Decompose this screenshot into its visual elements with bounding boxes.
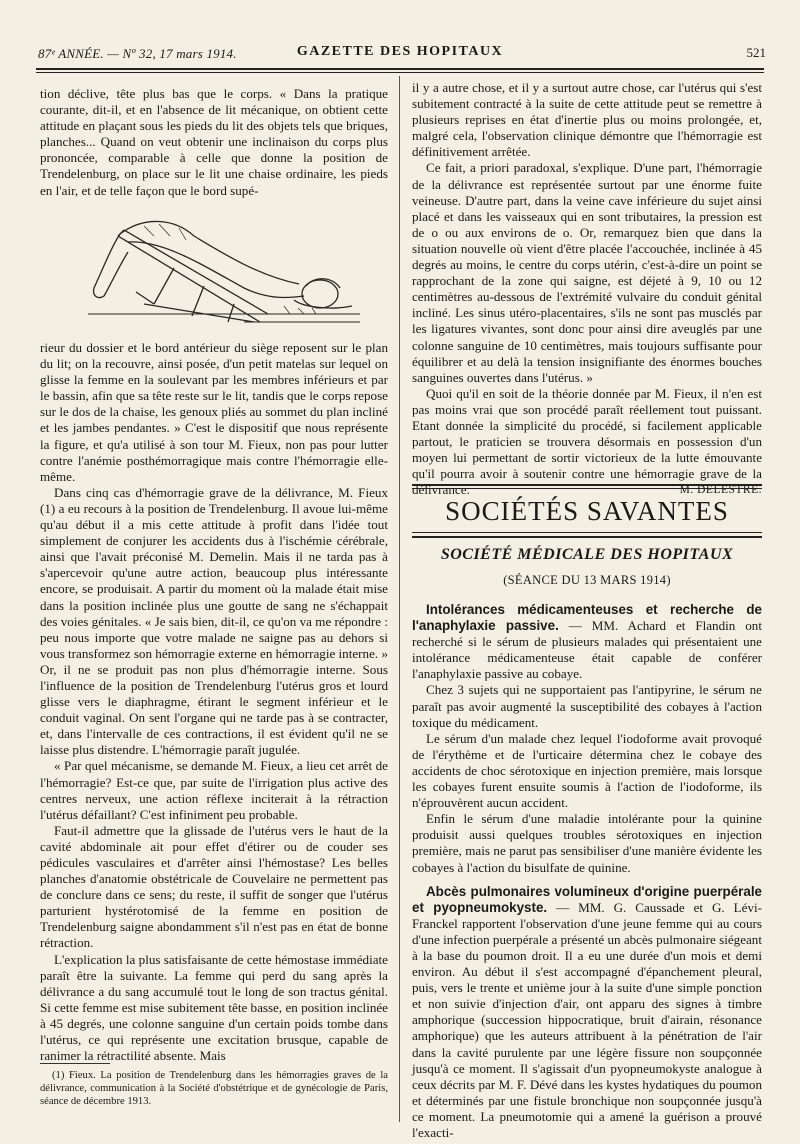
article-paragraph	[412, 602, 762, 682]
left-column-top	[40, 86, 388, 199]
footnote-rule	[40, 1063, 110, 1064]
paragraph: Ce fait, a priori paradoxal, s'explique. D'une part, l'hémorragie de la délivrance est représentée surtout par une énorme fuite veineuse. D'autre part, dans la veine cave inférieure du sujet ainsi placé et dans les vaisseaux qui en sont tributaires, la pression est de o ou aux environs de o. Or, remarquez bien que dans la situation nouvelle où vient d'être placée l'accouchée, inclinée à 45 degrés au moins, le centre du corps utérin, c'est-à-dire un point se rapprochant de la zone qui saigne, est déjeté à 9, 10 ou 12 centimètres au-dessous de l'extrémité vulvaire du conduit génital incliné. Les sinus utéro-placentaires, s'ils ne sont pas musclés par les ligatures vivantes, sont donc pour ainsi dire aveuglés par une colonne sanguine de 10 centimètres, mais toujours suffisante pour équilibrer et au delà la tension insignifiante des énormes bouches sanguines ouvertes dans l'utérus. »	[412, 160, 762, 385]
right-column-articles	[412, 602, 762, 1141]
article-paragraph	[412, 884, 762, 1142]
article-lead: — MM. G. Caussade et G. Lévi-Franckel rapportent l'observation d'une jeune femme qui au cours d'une infection puerpérale a présenté un abcès pulmonaire siégeant à la base du poumon droit. Il a eu une durée d'un mois et demi environ. Au début il s'est accompagné d'épanchement pleural, puis, vers le trente et unième jour à la suite d'une simple ponction et non suivie d'injection d'air, ont apparu des signes à timbre amphorique (succession hippocratique, bruit d'airain, résonance amphorique) que les auteurs attribuent à la pénétration de l'air dans la cavité purulente par une légère fissure non soupçonnée jusqu'à ce moment. Il s'agissait d'un pyopneumokyste analogue à ceux décrits par M. F. Dévé dans les kystes hydatiques du poumon et déterminés par une fistule bronchique non soupçonnée jusqu'à ce moment. La pneumotomie qui a amené la guérison a prouvé l'exacti-	[412, 899, 762, 1140]
paragraph: L'explication la plus satisfaisante de cette hémostase immédiate paraît être la suivante. La femme qui perd du sang après la délivrance a du sang accumulé tout le long de son tractus génital. Si cette femme est mise subitement tête basse, en position inclinée à 45 degrés, une colonne sanguine d'un certain poids tombe dans l'utérus, ce qui représente une excitation brusque, capable de ranimer la rétractilité absente. Mais	[40, 951, 388, 1064]
section-title: SOCIÉTÉS SAVANTES	[445, 496, 729, 526]
section-rule	[412, 488, 762, 489]
author-signature: M. DELESTRE.	[679, 484, 762, 497]
article-title: Abcès pulmonaires volumineux d'origine puerpérale et pyopneumokyste.	[412, 883, 762, 915]
paragraph: tion déclive, tête plus bas que le corps. « Dans la pratique courante, dit-il, et en l'absence de lit mécanique, on obtient cette attitude en plaçant sous les pieds du lit des objets tels que briques, planches... Quand on veut obtenir une inclinaison du corps plus prononcée, comparable à celle que donne la position de Trendelenburg, on place sur le lit une chaise ordinaire, les pieds en l'air, et de telle façon que le bord supé-	[40, 86, 388, 198]
paragraph: rieur du dossier et le bord antérieur du siège reposent sur le plan du lit; on la recouvre, ainsi posée, d'un petit matelas sur lequel on glisse la femme en la soulevant par les membres inférieurs et par le bassin, afin que sa tête reste sur le lit, tandis que le corps repose sur le dos de la chaise, les genoux pliés au sommet du plan incliné et les jambes pendantes. » C'est le dispositif que nous représente la figure, et qu'a utilisé à son tour M. Fieux, non pas pour lutter contre l'anémie posthémorragique mais contre l'hémorragie elle-même.	[40, 340, 388, 484]
article-lead: — MM. Achard et Flandin ont recherché si le sérum de plusieurs malades qui présentaient une intolérance médicamenteuse était capable de conférer l'anaphylaxie passive au cobaye.	[412, 618, 762, 682]
header-rule	[36, 68, 764, 73]
footnote-text: (1) Fieux. La position de Trendelenburg dans les hémorragies graves de la délivrance, communication à la Société d'obstétrique et de gynécologie de Paris, séance de décembre 1913.	[40, 1070, 388, 1107]
paragraph: il y a autre chose, et il y a surtout autre chose, car l'utérus qui s'est subitement contracté à la suite de cette attitude peut se remettre à plusieurs reprises en état d'inertie plus ou moins prolongée, et, malgré cela, l'observation clinique démontre que l'hémorragie est définitivement arrêtée.	[412, 80, 762, 160]
paragraph-text: Quoi qu'il en soit de la théorie donnée par M. Fieux, il n'en est pas moins vrai que son procédé paraît réellement tout puissant. Etant donnée la simplicité du procédé, si facilement applicable partout, le praticien se trouvera désormais en possession d'un moyen lui permettant de sortir victorieux de la lutte émouvante qu'il pourra avoir à soutenir contre une hémorragie grave de la délivrance.	[412, 385, 762, 498]
article-title: Intolérances médicamenteuses et recherche de l'anaphylaxie passive.	[412, 602, 762, 634]
paragraph: Enfin le sérum d'une maladie intolérante pour la quinine produisit aussi quelques troubles sérotoxiques en injection première, mais ne parut pas sensibiliser d'une manière évidente les cobayes à l'action du bisulfate de quinine.	[412, 811, 762, 875]
column-divider	[399, 76, 400, 1122]
section-rule	[412, 532, 762, 533]
session-date: (SÉANCE DU 13 MARS 1914)	[503, 573, 671, 587]
section-rule	[412, 536, 762, 538]
footnote	[40, 1069, 388, 1108]
paragraph	[412, 386, 762, 499]
paragraph: Faut-il admettre que la glissade de l'utérus vers le haut de la cavité abdominale ait pour effet d'étirer ou de couder ses pédicules vasculaires et d'arrêter ainsi l'hémostase? Les belles planches d'anatomie obstétricale de Couvelaire ne permettent pas de conclure dans ce sens; du reste, il suffit de songer que l'utérus parturient hystérotomisé de la femme en position de Trendelenburg saigne abondamment s'il n'est pas en état de bonne rétraction.	[40, 822, 388, 951]
paragraph: Chez 3 sujets qui ne supportaient pas l'antipyrine, le sérum ne paraît pas avoir augmenté la susceptibilité des cobayes à l'action toxique du médicament.	[412, 682, 762, 730]
left-column-body	[40, 340, 388, 1064]
paragraph: « Par quel mécanisme, se demande M. Fieux, a lieu cet arrêt de l'hémorragie? Est-ce que, par suite de l'irrigation plus active des centres nerveux, une action réflexe inciterait à la rétraction l'utérus défaillant? C'est infiniment peu probable.	[40, 758, 388, 822]
journal-title: GAZETTE DES HOPITAUX	[296, 44, 504, 59]
page-number: 521	[746, 45, 766, 60]
issue-info: 87ᵉ ANNÉE. — Nº 32, 17 mars 1914.	[38, 46, 237, 61]
paragraph: Dans cinq cas d'hémorragie grave de la délivrance, M. Fieux (1) a eu recours à la position de Trendelenburg. Il avoue lui-même qu'au début il a mis cette attitude à profit dans l'idée tout simplement de conjurer les accidents dus à l'ischémie cérébrale, ainsi que l'avait préconisé M. Demelin. Mais il ne tarda pas à s'apercevoir qu'une autre action, beaucoup plus intéressante encore, se produisait. A partir du moment où la malade était mise dans la position inclinée plus une goutte de sang ne s'échappait des voies génitales. « Je sais bien, dit-il, ce qu'on va me répondre : peu nous importe que votre malade ne saigne pas au dehors si vous transformez son hémorragie externe en hémorragie interne. » Or, il ne se produit pas non plus d'hémorragie interne. Sous l'influence de la position de Trendelenburg l'utérus gros et lourd glisse vers le diaphragme, étirant le segment inférieur et le conduit vaginal. On sent l'organe qui ne tarde pas à se contracter, et, dans l'intervalle de ces contractions, il est évident qu'il ne se laisse plus distendre. L'hémorragie paraît jugulée.	[40, 484, 388, 758]
inclined-chair-position-illustration	[84, 196, 364, 336]
paragraph: Le sérum d'un malade chez lequel l'iodoforme avait provoqué de l'érythème et de l'urticaire détermina chez le cobaye des accidents de choc sérotoxique en injection première, mais lorsque les cobayes furent ensuite soumis à l'action de l'iodoforme, ils n'éprouvèrent aucun accident.	[412, 730, 762, 811]
section-rule	[412, 484, 762, 486]
right-column-top	[412, 80, 762, 498]
society-title: SOCIÉTÉ MÉDICALE DES HOPITAUX	[440, 546, 734, 563]
